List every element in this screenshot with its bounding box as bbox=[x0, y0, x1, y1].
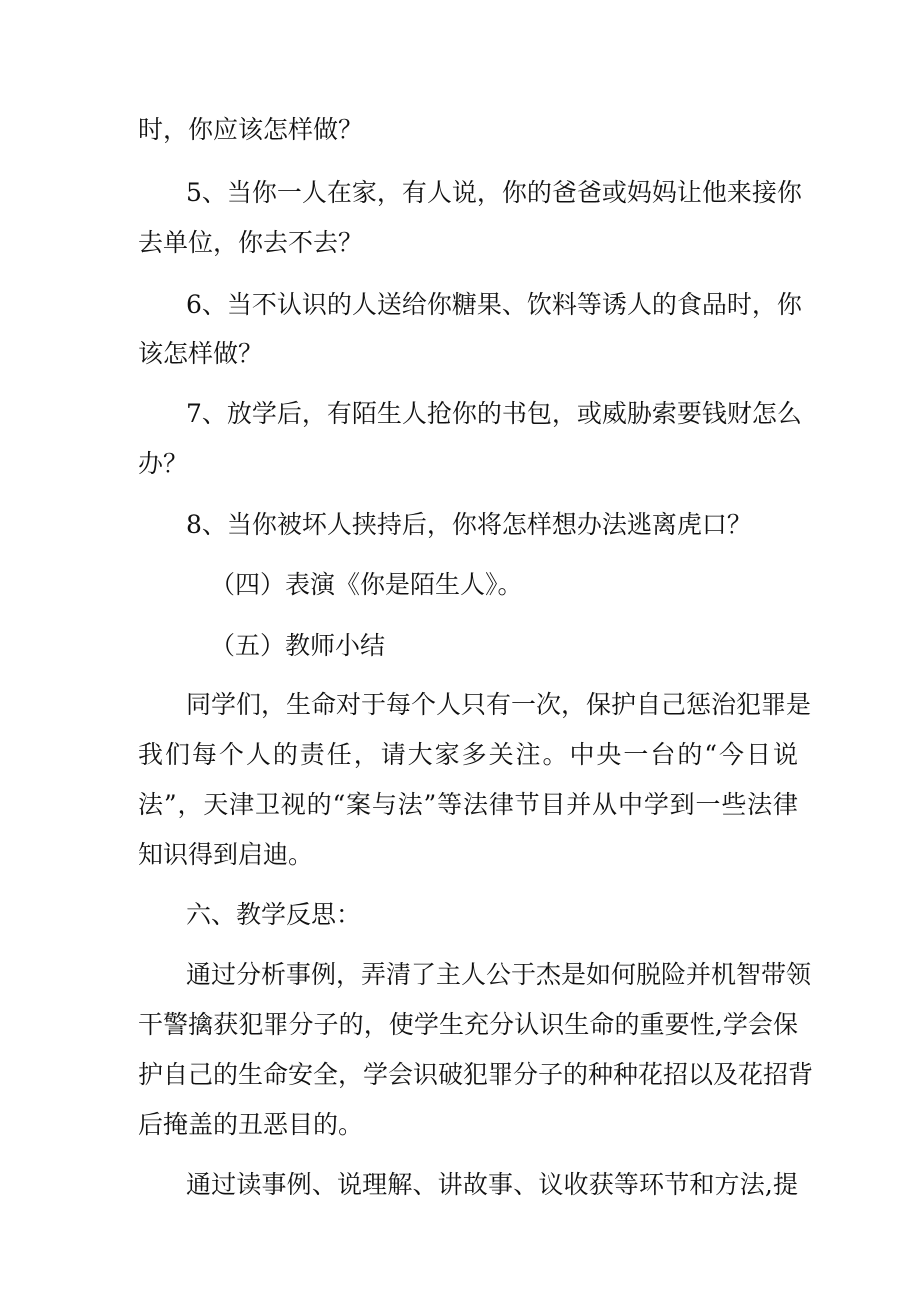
question-8-line: 8、当你被坏人挟持后，你将怎样想办法逃离虎口？ bbox=[186, 510, 752, 539]
text-line: 时，你应该怎样做？ bbox=[138, 115, 364, 144]
question-6-line-2: 该怎样做？ bbox=[138, 339, 264, 368]
question-7-line-1: 7、放学后，有陌生人抢你的书包，或威胁索要钱财怎么 bbox=[186, 399, 802, 428]
question-7-line-2: 办？ bbox=[138, 449, 189, 478]
reflection-line-5: 通过读事例、说理解、讲故事、议收获等环节和方法,提 bbox=[186, 1170, 798, 1199]
section-heading-5: （五）教师小结 bbox=[210, 631, 386, 660]
section-heading-reflection: 六、教学反思： bbox=[186, 900, 362, 929]
reflection-line-3: 护自己的生命安全，学会识破犯罪分子的种种花招以及花招背 bbox=[138, 1060, 814, 1089]
reflection-line-1: 通过分析事例，弄清了主人公于杰是如何脱险并机智带领 bbox=[186, 960, 812, 989]
summary-line-1: 同学们，生命对于每个人只有一次，保护自己惩治犯罪是 bbox=[186, 690, 812, 719]
summary-line-3: 法”，天津卫视的“案与法”等法律节目并从中学到一些法律 bbox=[138, 790, 798, 819]
question-5-line-1: 5、当你一人在家，有人说，你的爸爸或妈妈让他来接你 bbox=[186, 178, 802, 207]
question-6-line-1: 6、当不认识的人送给你糖果、饮料等诱人的食品时，你 bbox=[186, 290, 802, 319]
reflection-line-2: 干警擒获犯罪分子的，使学生充分认识生命的重要性,学会保 bbox=[138, 1010, 798, 1039]
summary-line-4: 知识得到启迪。 bbox=[138, 840, 314, 869]
section-heading-4: （四）表演《你是陌生人》。 bbox=[210, 570, 523, 599]
question-5-line-2: 去单位，你去不去？ bbox=[138, 228, 364, 257]
summary-line-2: 我们每个人的责任，请大家多关注。中央一台的“今日说 bbox=[138, 740, 798, 769]
reflection-line-4: 后掩盖的丑恶目的。 bbox=[138, 1110, 364, 1139]
